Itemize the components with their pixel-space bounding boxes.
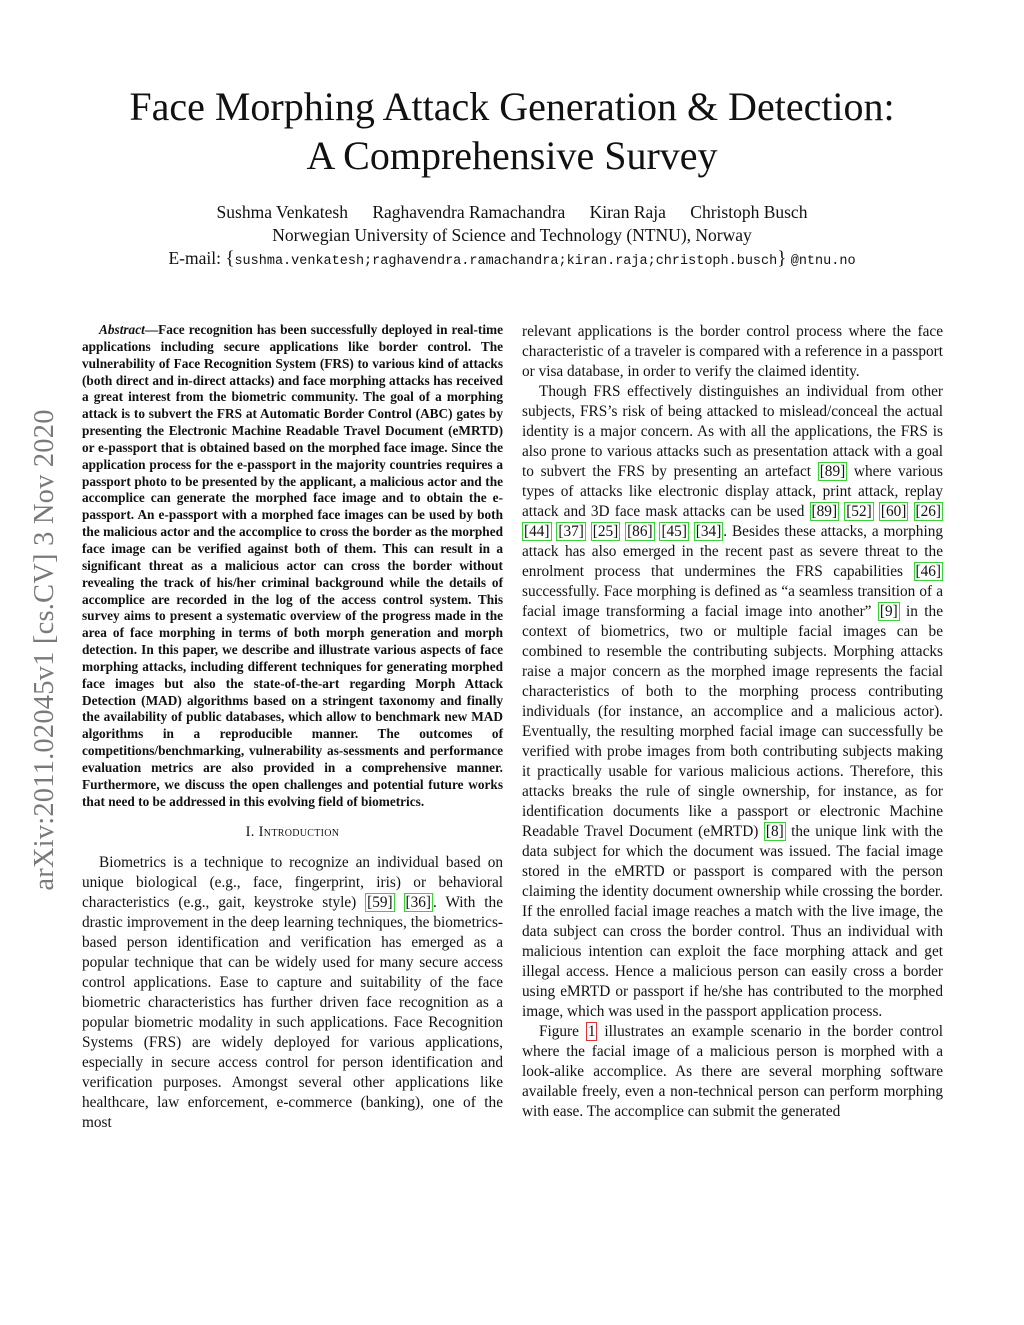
- citation-link[interactable]: [86]: [627, 523, 653, 540]
- text-run: . Besides these attacks, a morphing attack has also emerged in the recent past as severe threat to the enrolment process that undermines the FRS capabilities: [522, 523, 943, 580]
- author-name: Christoph Busch: [690, 202, 808, 222]
- text-run: illustrates an example scenario in the border control where the facial image of a malicious person is morphed with a look-alike accomplice. As there are several morphing software available freely, even a non-technical person can perform morphing with ease. The accomplice can submit the generated: [522, 1023, 943, 1120]
- citation-link[interactable]: [37]: [558, 523, 584, 540]
- intro-paragraph: [82, 853, 503, 1133]
- abstract-label: Abstract: [99, 322, 145, 337]
- author-block: [60, 201, 964, 273]
- citation-link[interactable]: [8]: [765, 823, 784, 840]
- title-line-1: Face Morphing Attack Generation & Detection:: [129, 84, 895, 129]
- paragraph-frs-risk: [522, 382, 943, 1022]
- citation-link[interactable]: [59]: [367, 894, 393, 912]
- paragraph-figure-1: [522, 1022, 943, 1122]
- figure-reference-link[interactable]: 1: [587, 1023, 596, 1040]
- citation-link[interactable]: [25]: [592, 523, 619, 540]
- text-run: in the context of biometrics, two or multiple facial images can be combined to resemble the contributing subjects. Morphing attacks raise a major concern as the morphed image represents the facial characteristics of both to the morphing process contributing individuals (for instance, an accomplice and a malicious actor). Eventually, the resulting morphed facial image can successfully be verified with probe images from both contributing subjects making it practically usable for various malicious actions. Therefore, this attacks breaks the rule of single ownership, for instance, as for identification documents like a passport or electronic Machine Readable Travel Document (eMRTD): [522, 603, 943, 840]
- affiliation: Norwegian University of Science and Technology (NTNU), Norway: [272, 225, 752, 245]
- paper-title: [60, 82, 964, 180]
- author-name: Raghavendra Ramachandra: [372, 202, 566, 222]
- citation-link[interactable]: [44]: [524, 523, 550, 540]
- email-domain[interactable]: @ntnu.no: [790, 254, 856, 269]
- citation-link[interactable]: [36]: [405, 894, 432, 912]
- open-brace: {: [225, 248, 235, 269]
- text-run: Biometrics is a technique to recognize an individual based on unique biological (e.g., face, fingerprint, iris) or behavioral characteristics (e.g., gait, keystroke style): [82, 854, 503, 912]
- email-line: [60, 247, 964, 273]
- section-numeral: I.: [245, 824, 255, 841]
- paragraph-continued: relevant applications is the border control process where the face characteristic of a traveler is compared with a reference in a passport or visa database, in order to verify the claimed identity.: [522, 323, 943, 380]
- email-label: E-mail:: [168, 248, 221, 268]
- abstract: [82, 322, 503, 810]
- citation-link[interactable]: [9]: [879, 603, 898, 620]
- abstract-text: Face recognition has been successfully deployed in real-time applications including secure applications like border control. The vulnerability of Face Recognition System (FRS) to various kind of attacks (both direct and in-direct attacks) and face morphing attacks has received a great interest from the biometric community. The goal of a morphing attack is to subvert the FRS at Automatic Border Control (ABC) gates by presenting the Electronic Machine Readable Travel Document (eMRTD) or e-passport that is obtained based on the morphed face image. Since the application process for the e-passport in the majority countries requires a passport photo to be presented by the applicant, a malicious actor and the accomplice can generate the morphed face image and to obtain the e-passport. An e-passport with a morphed face images can be used by both the malicious actor and the accomplice to cross the border as the morphed face image can be verified against both of them. This can result in a significant threat as a malicious actor can cross the border without revealing the track of his/her criminal background while the details of accomplice are recorded in the log of the access control system. This survey aims to present a systematic overview of the progress made in the area of face morphing in terms of both morph generation and morph detection. In this paper, we describe and illustrate various aspects of face morphing attacks, including different techniques for generating morphed face images but also the state-of-the-art regarding Morph Attack Detection (MAD) algorithms based on a stringent taxonomy and finally the availability of public databases, which allow to benchmark new MAD algorithms in a reproducible manner. The outcomes of competitions/benchmarking, vulnerability as-sessments and performance evaluation metrics are also provided in a comprehensive manner. Furthermore, we discuss the open challenges and potential future works that need to be addressed in this evolving field of biometrics.: [82, 322, 503, 809]
- citation-link[interactable]: [46]: [915, 563, 941, 580]
- section-heading-introduction: [82, 824, 503, 841]
- text-run: the unique link with the data subject for which the document was issued. The facial image stored in the eMRTD or passport is compared with the person claiming the identity document ownership while crossing the border. If the enrolled facial image reaches a match with the live image, the data subject can cross the border control. Thus an individual with malicious intention can exploit the face morphing attack and get illegal access. Hence a malicious person can easily cross a border using eMRTD or passport if he/she has contributed to the morphed image, which was used in the passport application process.: [522, 823, 944, 1020]
- citation-link[interactable]: [52]: [846, 503, 872, 520]
- right-column: [522, 322, 943, 1122]
- text-run: Figure: [539, 1023, 586, 1040]
- author-name: Kiran Raja: [589, 202, 666, 222]
- text-run: successfully. Face morphing is defined as “a seamless transition of a facial image transforming a facial image into another”: [522, 583, 943, 620]
- text-run: Though FRS effectively distinguishes an individual from other subjects, FRS’s risk of being attacked to mislead/conceal the actual identity is a major concern. As with all the applications, the FRS is also prone to various attacks such as presentation attack with a goal to subvert the FRS by presenting an artefact: [522, 383, 943, 480]
- citation-link[interactable]: [34]: [695, 523, 722, 540]
- citation-link[interactable]: [60]: [880, 503, 907, 520]
- author-names: [60, 201, 964, 224]
- title-line-2: A Comprehensive Survey: [306, 133, 718, 178]
- close-brace: }: [777, 248, 787, 269]
- text-run: . With the drastic improvement in the deep learning techniques, the biometrics-based person identification and verification has emerged as a popular technique that can be widely used for many secure access control applications. Ease to capture and suitability of the face biometric characteristics has further driven face recognition as a popular biometric modality in such applications. Face Recognition Systems (FRS) are widely deployed for various applications, especially in secure access control for person identification and verification purposes. Amongst several other applications like healthcare, law enforcement, e-commerce (banking), one of the most: [82, 894, 503, 1132]
- citation-link[interactable]: [26]: [915, 503, 942, 520]
- left-column: [82, 322, 503, 1133]
- arxiv-side-stamp: [10, 345, 80, 955]
- citation-link[interactable]: [89]: [811, 503, 838, 520]
- section-title: Introduction: [258, 824, 340, 841]
- email-addresses[interactable]: sushma.venkatesh;raghavendra.ramachandra;kiran.raja;christoph.busch: [234, 254, 778, 269]
- abstract-dash: —: [144, 322, 159, 337]
- text-run: where various types of attacks like electronic display attack, print attack, replay attack and 3D face mask attacks can be used: [522, 463, 943, 520]
- arxiv-identifier[interactable]: arXiv:2011.02045v1 [cs.CV] 3 Nov 2020: [29, 409, 60, 891]
- citation-link[interactable]: [89]: [819, 463, 846, 480]
- author-name: Sushma Venkatesh: [216, 202, 348, 222]
- citation-link[interactable]: [45]: [661, 523, 687, 540]
